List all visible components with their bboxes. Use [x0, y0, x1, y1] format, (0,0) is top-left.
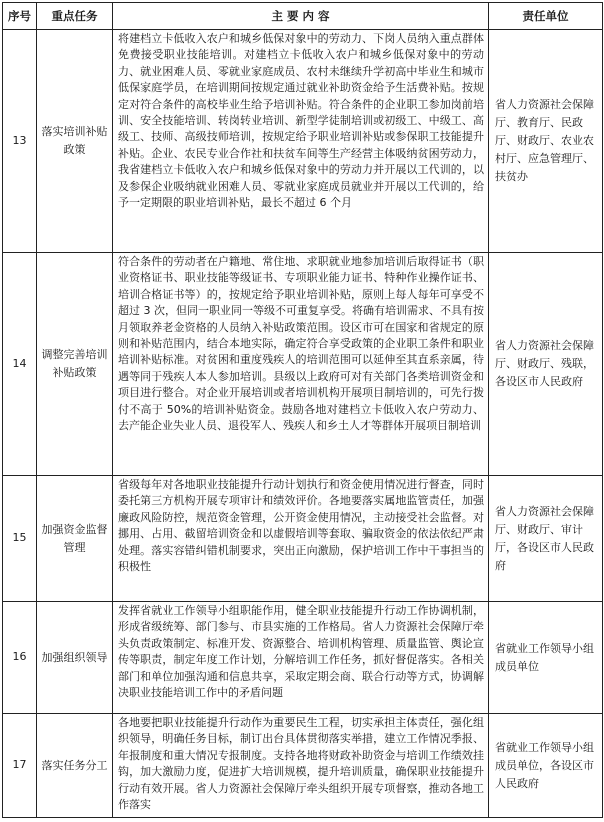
- row-responsible: 省就业工作领导小组成员单位，各设区市人民政府: [489, 714, 603, 818]
- row-content: 发挥省就业工作领导小组职能作用，健全职业技能提升行动工作协调机制，形成省级统筹、部门参与、市县实施的工作格局。省人力资源社会保障厅牵头负责政策制定、标准开发、资源整合、培训机构管理、质量监管、舆论宣传等职责，制定年度工作计划，分解培训工作任务，抓好督促落实。各相关部门和单位加强沟通和信息共享，采取定期会商、联合行动等方式，协调解决职业技能培训工作中的矛盾问题: [113, 602, 489, 714]
- row-content: 各地要把职业技能提升行动作为重要民生工程，切实承担主体责任，强化组织领导，明确任务目标，制订出台具体贯彻落实举措，建立工作情况季报、年报制度和重大情况专报制度。支持各地将财政补助资金与培训工作绩效挂钩，加大激励力度，促进扩大培训规模，提升培训质量，确保职业技能提升行动有效开展。省人力资源社会保障厅牵头组织开展专项督察，推动各地工作落实: [113, 714, 489, 818]
- tasks-table: [2, 2, 603, 818]
- row-content: 省级每年对各地职业技能提升行动计划执行和资金使用情况进行督查，同时委托第三方机构开展专项审计和绩效评价。各地要落实属地监管责任，加强廉政风险防控，规范资金管理，公开资金使用情况，主动接受社会监督。对挪用、占用、截留培训资金和以虚假培训等套取、骗取资金的依法依纪严肃处理。落实容错纠错机制要求，突出正向激励，保护培训工作中干事担当的积极性: [113, 476, 489, 602]
- table-row: [3, 476, 603, 602]
- header-row: [3, 3, 603, 30]
- row-content: 符合条件的劳动者在户籍地、常住地、求职就业地参加培训后取得证书（职业资格证书、职业技能等级证书、专项职业能力证书、特种作业操作证书、培训合格证书等）的，按规定给予职业培训补贴，原则上每人每年可享受不超过 3 次，但同一职业同一等级不可重复享受。将确有培训需求、不具有按月领取养老金资格的人员纳入补贴政策范围。设区市可在国家和省规定的原则和补贴范围内，结合本地实际，确定符合享受政策的企业职工条件和职业培训补贴标准。对贫困和重度残疾人的培训范围可以延伸至其直系亲属，待遇等同于残疾人本人参加培训。县级以上政府可对有关部门各类培训资金和项目进行整合。对企业开展培训或者培训机构开展项目制培训的，可先行拨付不高于 50%的培训补贴资金。鼓励各地对建档立卡低收入农户劳动力、去产能企业失业人员、退役军人、残疾人和乡土人才等群体开展项目制培训: [113, 253, 489, 476]
- table-row: [3, 602, 603, 714]
- header-responsible: 责任单位: [489, 3, 603, 30]
- row-responsible: 省人力资源社会保障厅、财政厅、审计厅，各设区市人民政府: [489, 476, 603, 602]
- row-content: 将建档立卡低收入农户和城乡低保对象中的劳动力、下岗人员纳入重点群体免费接受职业技能培训。对建档立卡低收入农户和城乡低保对象中的劳动力、就业困难人员、零就业家庭成员、农村未继续升学初高中毕业生和城市低保家庭学员，在培训期间按规定通过就业补助资金给予生活费补贴。按规定对符合条件的高校毕业生给予培训补贴。符合条件的企业职工参加岗前培训、安全技能培训、转岗转业培训、新型学徒制培训或初级工、中级工、高级工、技师、高级技师培训，按规定给予职业培训补贴或参保职工技能提升补贴。企业、农民专业合作社和扶贫车间等生产经营主体吸纳贫困劳动力，我省建档立卡低收入农户和城乡低保对象中的劳动力并开展以工代训的，以及参保企业吸纳就业困难人员、零就业家庭成员就业并开展以工代训的，给予一定期限的职业培训补贴，最长不超过 6 个月: [113, 30, 489, 253]
- row-task: 落实培训补贴政策: [37, 30, 113, 253]
- header-content: 主 要 内 容: [113, 3, 489, 30]
- row-responsible: 省就业工作领导小组成员单位: [489, 602, 603, 714]
- row-index: 15: [3, 476, 37, 602]
- row-task: 加强组织领导: [37, 602, 113, 714]
- row-index: 17: [3, 714, 37, 818]
- row-index: 13: [3, 30, 37, 253]
- table-row: [3, 30, 603, 253]
- table-row: [3, 253, 603, 476]
- row-task: 加强资金监督管理: [37, 476, 113, 602]
- table-row: [3, 714, 603, 818]
- row-index: 14: [3, 253, 37, 476]
- row-task: 落实任务分工: [37, 714, 113, 818]
- row-responsible: 省人力资源社会保障厅、教育厅、民政厅、财政厅、农业农村厅、应急管理厅、扶贫办: [489, 30, 603, 253]
- header-index: 序号: [3, 3, 37, 30]
- row-task: 调整完善培训补贴政策: [37, 253, 113, 476]
- row-responsible: 省人力资源社会保障厅、财政厅、残联，各设区市人民政府: [489, 253, 603, 476]
- row-index: 16: [3, 602, 37, 714]
- header-task: 重点任务: [37, 3, 113, 30]
